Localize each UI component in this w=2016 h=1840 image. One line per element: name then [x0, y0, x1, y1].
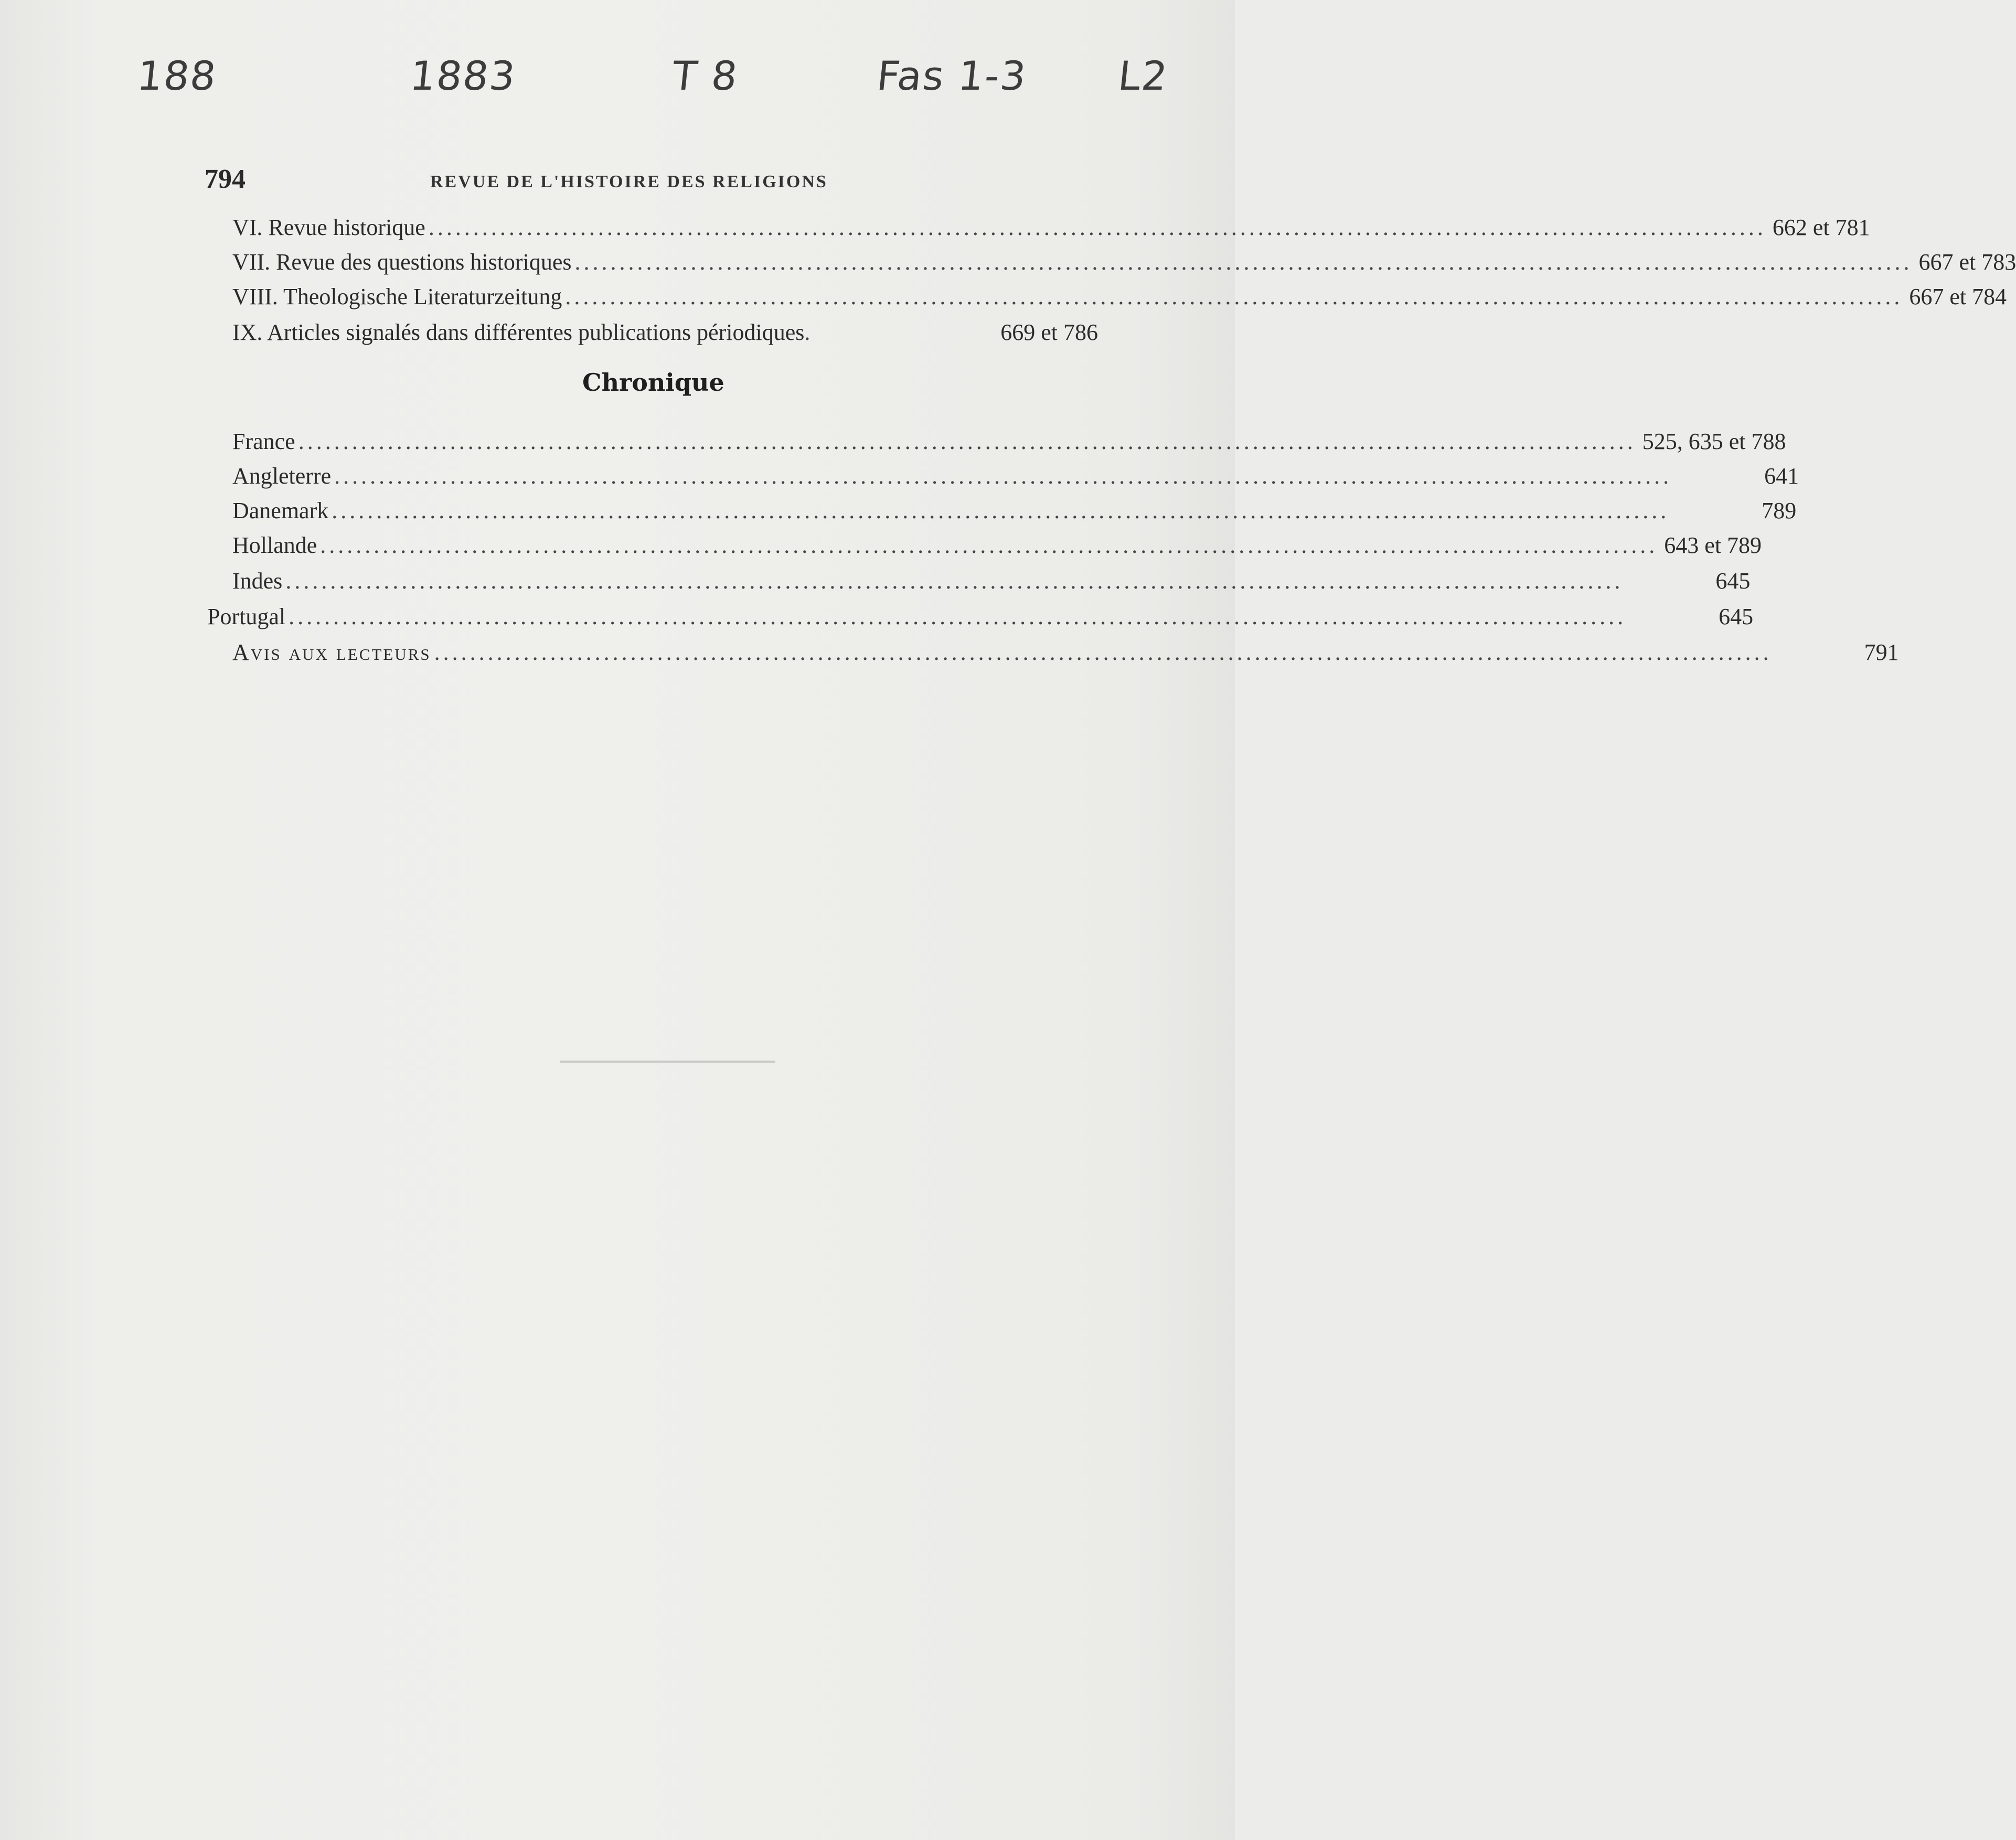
toc-entry-pages: 791: [1864, 639, 1899, 665]
toc-entry-pages: 669 et 786: [1000, 319, 1098, 345]
toc-entry-pages: 643 et 789: [1664, 532, 1762, 558]
toc-entry: [232, 461, 1799, 492]
toc-entry-pages: 645: [1715, 568, 1751, 594]
toc-entry: [232, 495, 1797, 527]
handwritten-annotation: 188: [135, 52, 219, 99]
leader-dots: ......................................................................................................................................................: [574, 249, 1913, 275]
toc-entry: [232, 637, 1899, 668]
toc-entry: [232, 565, 1751, 597]
toc-entry-pages: 789: [1762, 498, 1797, 523]
toc-entry-label: Hollande: [232, 532, 317, 558]
toc-entry-label: Angleterre: [232, 463, 332, 489]
toc-entry-label: Avis aux lecteurs: [232, 639, 431, 665]
toc-entry: [232, 426, 1786, 457]
leader-dots: ......................................................................................................................................................: [565, 284, 1903, 309]
toc-entry-label: VII. Revue des questions historiques: [232, 249, 572, 275]
handwritten-annotation: 1883: [408, 52, 519, 99]
toc-entry: [232, 530, 1762, 561]
toc-entry-label: France: [232, 429, 295, 454]
leader-dots: ......................................................................................................................................................: [298, 429, 1636, 454]
toc-entry: [232, 281, 2007, 313]
section-heading: Chronique: [582, 368, 724, 397]
toc-entry-label: Danemark: [232, 498, 329, 523]
toc-entry-pages: 645: [1719, 604, 1754, 629]
leader-dots: ......................................................................................................................................................: [334, 463, 1672, 489]
page-number: 794: [205, 164, 246, 194]
toc-entry-label: IX. Articles signalés dans différentes publications périodiques: [232, 319, 805, 345]
toc-entry-pages: 525, 635 et 788: [1642, 429, 1786, 454]
toc-entry-pages: 667 et 784: [1909, 284, 2007, 309]
toc-entry-label: Portugal: [207, 604, 286, 629]
toc-entry-label: VIII. Theologische Literaturzeitung: [232, 284, 562, 309]
toc-entry: [232, 212, 1870, 243]
toc-entry: [232, 317, 1098, 348]
leader-dots: ......................................................................................................................................................: [285, 568, 1624, 594]
toc-entry-label: Indes: [232, 568, 283, 594]
toc-entry-label: VI. Revue historique: [232, 215, 425, 240]
toc-entry-pages: 641: [1764, 463, 1799, 489]
running-head-title: REVUE DE L'HISTOIRE DES RELIGIONS: [430, 172, 828, 191]
leader-dots: ......................................................................................................................................................: [434, 639, 1772, 665]
toc-entry: [232, 247, 2016, 278]
handwritten-annotation: L2: [1116, 52, 1171, 99]
running-head: [205, 164, 1102, 200]
handwritten-annotation: Fas 1-3: [874, 52, 1029, 99]
handwritten-annotation: T 8: [670, 52, 741, 99]
leader-dots: ......................................................................................................................................................: [320, 532, 1658, 558]
leader-dots: ......................................................................................................................................................: [332, 498, 1670, 523]
bleed-through-rule: [560, 1061, 775, 1063]
toc-entry-pages: 662 et 781: [1772, 215, 1870, 240]
toc-entry-pages: 667 et 783: [1918, 249, 2016, 275]
leader-dots: ......................................................................................................................................................: [428, 215, 1766, 240]
leader-dots: .: [804, 319, 810, 345]
toc-entry: [207, 601, 1754, 633]
leader-dots: ......................................................................................................................................................: [289, 604, 1627, 629]
